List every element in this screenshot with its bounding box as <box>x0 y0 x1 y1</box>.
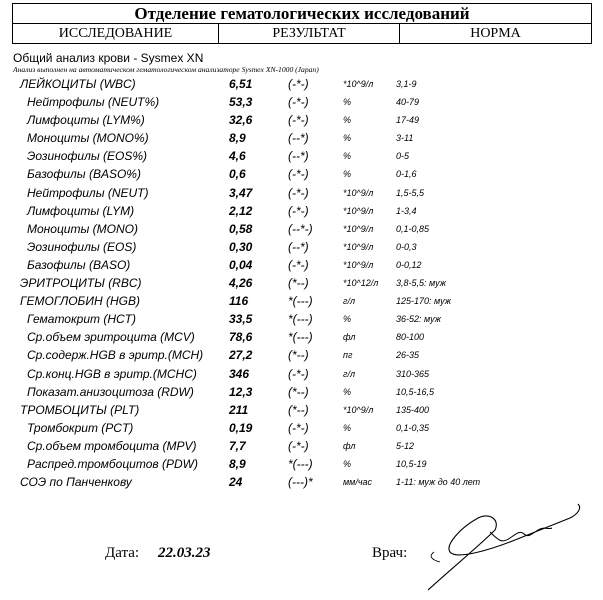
result-value: 24 <box>229 475 243 490</box>
result-unit: % <box>343 115 352 126</box>
test-name: Эозинофилы (EOS) <box>27 239 137 254</box>
report-title: Отделение гематологических исследований <box>12 3 592 24</box>
result-flag: (-*-) <box>288 420 309 435</box>
result-flag: (-*-) <box>288 185 309 200</box>
result-unit: % <box>343 386 352 397</box>
reference-range: 0,1-0,85 <box>396 223 430 234</box>
result-flag: (--*) <box>288 239 309 254</box>
table-row <box>12 419 592 437</box>
result-flag: (*--) <box>288 402 309 417</box>
result-value: 211 <box>229 402 249 417</box>
result-unit: % <box>343 97 352 108</box>
date-label: Дата: <box>105 545 140 561</box>
result-flag: *(---) <box>288 294 313 309</box>
result-value: 32,6 <box>229 113 253 128</box>
result-value: 4,26 <box>229 276 253 291</box>
test-name: Лимфоциты (LYM%) <box>27 113 145 128</box>
result-unit: *10^9/л <box>343 223 374 234</box>
reference-range: 0,1-0,35 <box>396 422 430 433</box>
table-row <box>12 147 592 165</box>
result-value: 6,51 <box>229 77 253 91</box>
result-unit: % <box>343 458 352 469</box>
result-flag: (-*-) <box>288 203 309 218</box>
table-row <box>12 365 592 383</box>
result-unit: % <box>343 422 352 433</box>
result-value: 0,19 <box>229 420 253 435</box>
test-name: ЭРИТРОЦИТЫ (RBC) <box>20 276 142 291</box>
result-value: 33,5 <box>229 312 253 327</box>
reference-range: 26-35 <box>396 350 420 361</box>
report-date: 22.03.23 <box>158 545 211 561</box>
reference-range: 1-3,4 <box>396 205 417 216</box>
analyzer-note: Анализ выполнен на автоматическом гематологическом анализаторе Sysmex XN-1000 (Japan) <box>13 65 319 74</box>
result-flag: (--*) <box>288 149 309 164</box>
result-unit: *10^9/л <box>343 79 374 89</box>
table-row <box>12 383 592 401</box>
result-unit: г/л <box>343 296 356 307</box>
result-flag: *(---) <box>288 456 313 471</box>
doctor-label: Врач: <box>372 545 408 561</box>
result-flag: (---)* <box>288 475 313 490</box>
table-row <box>12 165 592 183</box>
result-value: 27,2 <box>229 348 253 363</box>
reference-range: 0-0,3 <box>396 241 417 252</box>
test-name: Ср.конц.HGB в эритр.(MCHC) <box>27 366 197 381</box>
result-value: 53,3 <box>229 95 253 110</box>
test-name: Нейтрофилы (NEUT%) <box>27 95 160 110</box>
test-name: СОЭ по Панченкову <box>20 475 132 490</box>
result-unit: *10^9/л <box>343 404 374 415</box>
result-value: 0,6 <box>229 167 246 182</box>
result-flag: (-*-) <box>288 113 309 128</box>
result-unit: мм/час <box>343 477 373 488</box>
result-unit: *10^9/л <box>343 259 374 270</box>
reference-range: 1-11: муж до 40 лет <box>396 477 481 488</box>
result-unit: % <box>343 314 352 325</box>
reference-range: 3,8-5,5: муж <box>396 278 446 289</box>
test-name: Ср.объем тромбоцита (MPV) <box>27 438 197 453</box>
result-value: 7,7 <box>229 438 246 453</box>
test-name: Ср.объем эритроцита (MCV) <box>27 330 195 345</box>
test-name: Ср.содерж.HGB в эритр.(MCH) <box>27 348 204 363</box>
reference-range: 10,5-19 <box>396 458 427 469</box>
result-unit: фл <box>343 332 356 343</box>
result-flag: (-*-) <box>288 366 309 381</box>
reference-range: 40-79 <box>396 97 420 108</box>
result-value: 3,47 <box>229 185 253 200</box>
table-row <box>12 473 592 491</box>
test-name: Базофилы (BASO%) <box>27 167 141 182</box>
result-flag: (*--) <box>288 348 309 363</box>
result-flag: (--*-) <box>288 221 313 236</box>
test-name: Базофилы (BASO) <box>27 257 131 272</box>
result-flag: *(---) <box>288 312 313 327</box>
result-value: 8,9 <box>229 131 246 146</box>
reference-range: 0-5 <box>396 151 410 162</box>
result-value: 0,58 <box>229 221 253 236</box>
panel-name: Общий анализ крови - Sysmex XN <box>13 51 204 65</box>
reference-range: 0-1,6 <box>396 169 417 180</box>
results-table <box>12 75 592 491</box>
table-row <box>12 256 592 274</box>
result-unit: пг <box>343 350 353 361</box>
table-row <box>12 238 592 256</box>
result-flag: (*--) <box>288 276 309 291</box>
reference-range: 17-49 <box>396 115 420 126</box>
table-row <box>12 220 592 238</box>
table-row <box>12 328 592 346</box>
result-unit: % <box>343 151 352 162</box>
result-value: 116 <box>229 294 249 309</box>
result-unit: *10^9/л <box>343 187 374 198</box>
result-flag: (-*-) <box>288 95 309 110</box>
table-row <box>12 274 592 292</box>
result-unit: фл <box>343 440 356 451</box>
test-name: ГЕМОГЛОБИН (HGB) <box>20 294 140 309</box>
table-row <box>12 437 592 455</box>
test-name: Лимфоциты (LYM) <box>27 203 135 218</box>
table-row <box>12 93 592 111</box>
table-row <box>12 75 592 93</box>
reference-range: 80-100 <box>396 332 425 343</box>
result-flag: (-*-) <box>288 438 309 453</box>
result-flag: *(---) <box>288 330 313 345</box>
test-name: ЛЕЙКОЦИТЫ (WBC) <box>20 77 136 91</box>
test-name: Тромбокрит (PCT) <box>27 420 134 435</box>
test-name: Моноциты (MONO) <box>27 221 138 236</box>
reference-range: 3,1-9 <box>396 79 417 89</box>
result-value: 2,12 <box>229 203 253 218</box>
reference-range: 36-52: муж <box>396 314 441 325</box>
result-value: 4,6 <box>229 149 246 164</box>
reference-range: 135-400 <box>396 404 430 415</box>
result-unit: *10^12/л <box>343 278 379 289</box>
result-unit: % <box>343 169 352 180</box>
column-header-test: ИССЛЕДОВАНИЕ <box>13 24 219 43</box>
result-flag: (--*) <box>288 131 309 146</box>
result-unit: % <box>343 133 352 144</box>
result-value: 0,04 <box>229 257 253 272</box>
test-name: Гематокрит (HCT) <box>27 312 136 327</box>
reference-range: 3-11 <box>396 133 414 144</box>
result-unit: *10^9/л <box>343 241 374 252</box>
table-row <box>12 111 592 129</box>
reference-range: 310-365 <box>396 368 430 379</box>
column-header-row <box>12 24 592 44</box>
table-row <box>12 401 592 419</box>
test-name: Моноциты (MONO%) <box>27 131 149 146</box>
result-value: 12,3 <box>229 384 253 399</box>
result-value: 346 <box>229 366 250 381</box>
lab-report <box>12 3 592 491</box>
result-value: 8,9 <box>229 456 246 471</box>
table-row <box>12 292 592 310</box>
result-value: 0,30 <box>229 239 253 254</box>
reference-range: 125-170: муж <box>396 296 451 307</box>
table-row <box>12 129 592 147</box>
test-name: Нейтрофилы (NEUT) <box>27 185 149 200</box>
test-name: ТРОМБОЦИТЫ (PLT) <box>20 402 140 417</box>
result-flag: (-*-) <box>288 257 309 272</box>
table-row <box>12 202 592 220</box>
table-row <box>12 346 592 364</box>
doctor-signature <box>420 500 590 595</box>
result-flag: (-*-) <box>288 77 309 91</box>
test-name: Показат.анизоцитоза (RDW) <box>27 384 194 399</box>
reference-range: 10,5-16,5 <box>396 386 435 397</box>
result-flag: (-*-) <box>288 167 309 182</box>
result-value: 78,6 <box>229 330 253 345</box>
table-row <box>12 455 592 473</box>
result-flag: (*--) <box>288 384 309 399</box>
column-header-result: РЕЗУЛЬТАТ <box>219 24 400 43</box>
column-header-norm: НОРМА <box>470 26 521 41</box>
reference-range: 5-12 <box>396 440 415 451</box>
reference-range: 1,5-5,5 <box>396 187 425 198</box>
test-name: Распред.тромбоцитов (PDW) <box>27 456 198 471</box>
result-unit: *10^9/л <box>343 205 374 216</box>
result-unit: г/л <box>343 368 356 379</box>
table-row <box>12 184 592 202</box>
table-row <box>12 310 592 328</box>
reference-range: 0-0,12 <box>396 259 422 270</box>
test-name: Эозинофилы (EOS%) <box>27 149 148 164</box>
